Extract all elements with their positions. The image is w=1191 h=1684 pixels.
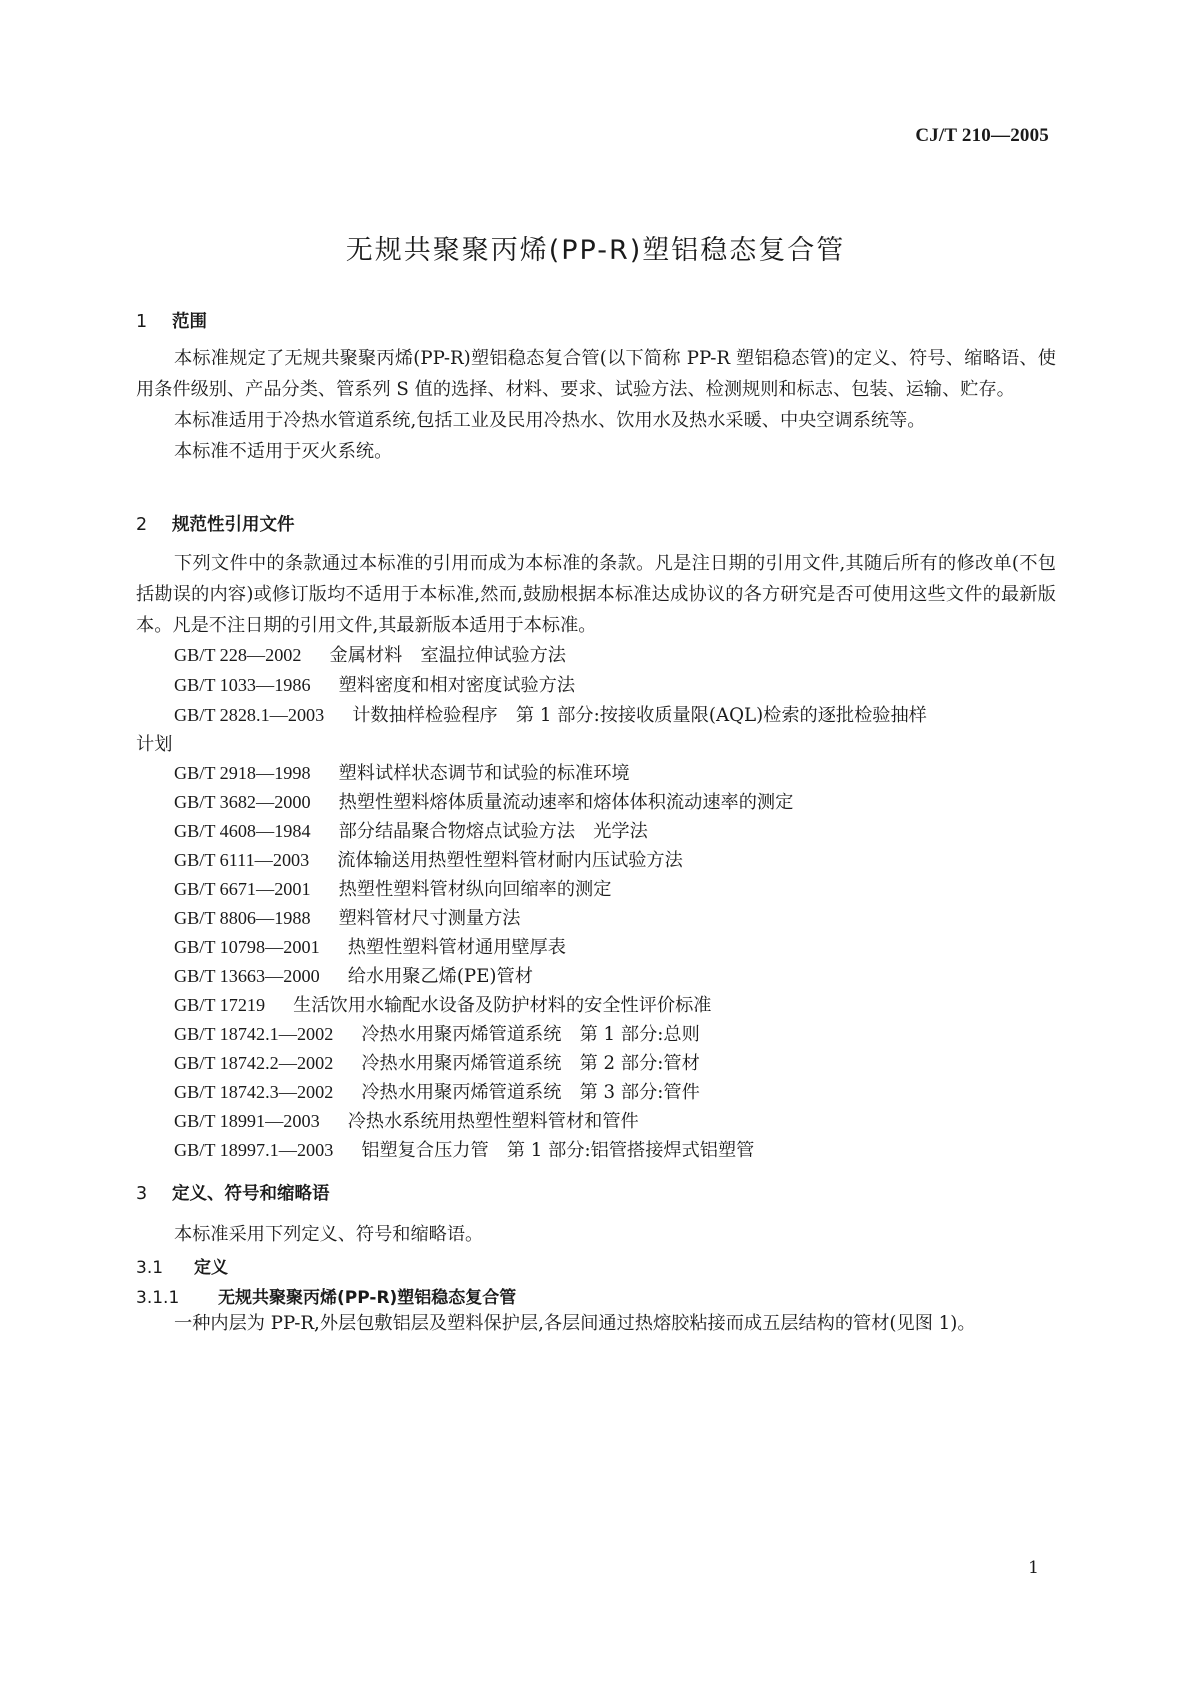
section-3-intro: 本标准采用下列定义、符号和缩略语。 (174, 1224, 484, 1245)
reference-title: 热塑性塑料管材纵向回缩率的测定 (338, 879, 612, 900)
reference-item (174, 1049, 700, 1075)
subsection-3-1-1-heading (136, 1283, 516, 1308)
section-title: 定义、符号和缩略语 (172, 1184, 330, 1204)
section-number: 2 (136, 515, 148, 535)
paragraph: 本标准适用于冷热水管道系统,包括工业及民用冷热水、饮用水及热水采暖、中央空调系统等。 (174, 410, 926, 431)
reference-title: 冷热水系统用热塑性塑料管材和管件 (347, 1111, 639, 1132)
reference-code: GB/T 8806—1988 (174, 908, 311, 928)
reference-continuation: 计划 (136, 734, 173, 755)
reference-title: 塑料管材尺寸测量方法 (338, 908, 521, 929)
reference-code: GB/T 2828.1—2003 (174, 705, 325, 725)
reference-code: GB/T 17219 (174, 995, 266, 1015)
reference-title: 计数抽样检验程序 第 1 部分:按接收质量限(AQL)检索的逐批检验抽样 (352, 705, 927, 726)
paragraph: 本标准不适用于灭火系统。 (174, 441, 393, 462)
reference-item (174, 1020, 700, 1046)
reference-title: 冷热水用聚丙烯管道系统 第 2 部分:管材 (361, 1053, 700, 1074)
page-number: 1 (1028, 1558, 1039, 1578)
reference-code: GB/T 6671—2001 (174, 879, 311, 899)
paragraph: 本标准规定了无规共聚聚丙烯(PP-R)塑铝稳态复合管(以下简称 PP-R 塑铝稳态管)的定义、符号、缩略语、使用条件级别、产品分类、管系列 S 值的选择、材料、要求、试验方法、检测规则和标志、包装、运输、贮存。 (136, 348, 1056, 400)
reference-title: 冷热水用聚丙烯管道系统 第 3 部分:管件 (361, 1082, 700, 1103)
section-1-body (136, 343, 1056, 467)
reference-item (174, 846, 683, 872)
reference-title: 冷热水用聚丙烯管道系统 第 1 部分:总则 (361, 1024, 700, 1045)
reference-item (174, 991, 711, 1017)
reference-item (174, 788, 793, 814)
subsection-title: 定义 (194, 1258, 228, 1278)
reference-title: 给水用聚乙烯(PE)管材 (347, 966, 533, 987)
reference-title: 铝塑复合压力管 第 1 部分:铝管搭接焊式铝塑管 (361, 1140, 755, 1161)
document-title: 无规共聚聚丙烯(PP-R)塑铝稳态复合管 (345, 235, 846, 266)
reference-code: GB/T 18742.3—2002 (174, 1082, 334, 1102)
section-1-heading (136, 308, 207, 333)
section-title: 规范性引用文件 (172, 515, 295, 535)
reference-item (174, 671, 575, 697)
reference-item (174, 904, 520, 930)
subsection-number: 3.1 (136, 1258, 164, 1278)
reference-title: 部分结晶聚合物熔点试验方法 光学法 (338, 821, 648, 842)
reference-title: 流体输送用热塑性塑料管材耐内压试验方法 (337, 850, 683, 871)
section-title: 范围 (172, 312, 207, 332)
definition-text-block (136, 1308, 1056, 1339)
reference-code: GB/T 1033—1986 (174, 675, 311, 695)
subsection-3-1-heading (136, 1253, 228, 1278)
paragraph: 下列文件中的条款通过本标准的引用而成为本标准的条款。凡是注日期的引用文件,其随后所有的修改单(不包括勘误的内容)或修订版均不适用于本标准,然而,鼓励根据本标准达成协议的各方研究是否可使用这些文件的最新版本。凡是不注日期的引用文件,其最新版本适用于本标准。 (136, 553, 1056, 636)
reference-item (174, 875, 611, 901)
reference-item (174, 759, 630, 785)
reference-title: 金属材料 室温拉伸试验方法 (329, 645, 566, 666)
reference-code: GB/T 228—2002 (174, 645, 302, 665)
reference-code: GB/T 3682—2000 (174, 792, 311, 812)
reference-title: 热塑性塑料熔体质量流动速率和熔体体积流动速率的测定 (338, 792, 794, 813)
reference-item (174, 701, 927, 727)
subsection-number: 3.1.1 (136, 1288, 180, 1308)
reference-item (174, 1136, 754, 1162)
reference-title: 塑料试样状态调节和试验的标准环境 (338, 763, 630, 784)
reference-code: GB/T 13663—2000 (174, 966, 320, 986)
reference-code: GB/T 18991—2003 (174, 1111, 320, 1131)
reference-code: GB/T 6111—2003 (174, 850, 310, 870)
reference-code: GB/T 18742.2—2002 (174, 1053, 334, 1073)
reference-item (174, 1107, 639, 1133)
reference-code: GB/T 10798—2001 (174, 937, 320, 957)
reference-code: GB/T 18742.1—2002 (174, 1024, 334, 1044)
reference-title: 生活饮用水输配水设备及防护材料的安全性评价标准 (293, 995, 712, 1016)
reference-item (174, 641, 566, 667)
definition-text: 一种内层为 PP-R,外层包敷铝层及塑料保护层,各层间通过热熔胶粘接而成五层结构的管材(见图 1)。 (174, 1313, 976, 1334)
reference-item (174, 933, 566, 959)
reference-item (174, 1078, 700, 1104)
reference-code: GB/T 2918—1998 (174, 763, 311, 783)
section-2-heading (136, 511, 295, 536)
section-number: 3 (136, 1184, 148, 1204)
section-2-intro (136, 548, 1056, 641)
standard-code: CJ/T 210—2005 (915, 125, 1049, 146)
reference-item (174, 817, 648, 843)
reference-code: GB/T 4608—1984 (174, 821, 311, 841)
section-number: 1 (136, 312, 148, 332)
reference-title: 热塑性塑料管材通用壁厚表 (347, 937, 566, 958)
reference-code: GB/T 18997.1—2003 (174, 1140, 334, 1160)
reference-item (174, 962, 533, 988)
subsection-title: 无规共聚聚丙烯(PP-R)塑铝稳态复合管 (218, 1288, 517, 1308)
reference-title: 塑料密度和相对密度试验方法 (338, 675, 576, 696)
section-3-heading (136, 1180, 330, 1205)
